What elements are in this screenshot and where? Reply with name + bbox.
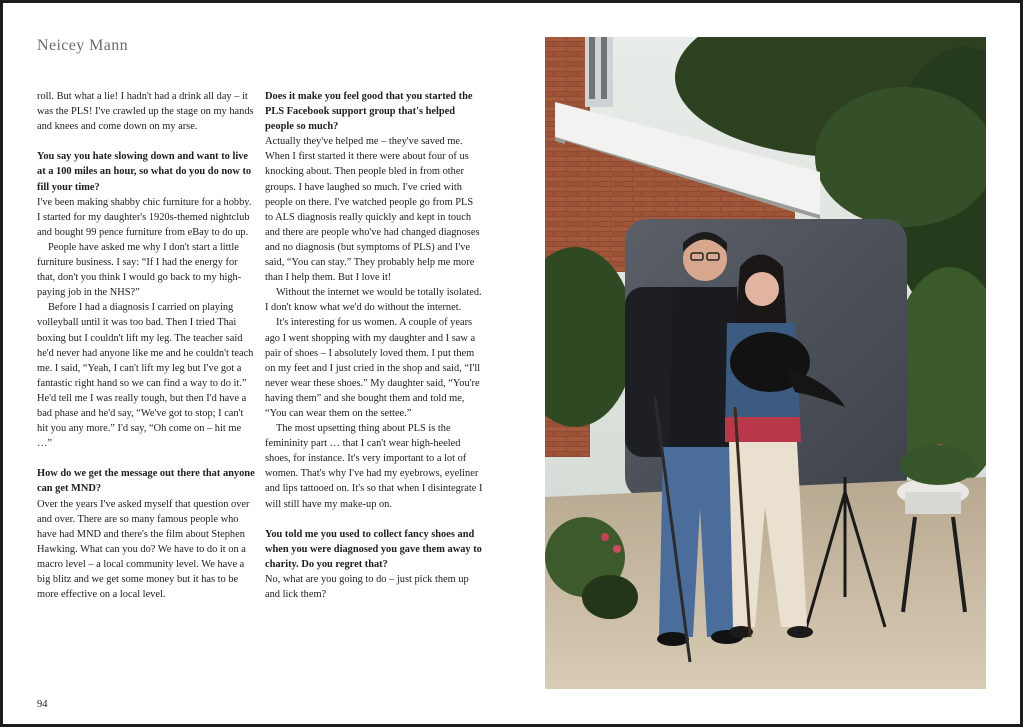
- body-paragraph: The most upsetting thing about PLS is the femininity part … that I can't wear high-heeled shoes, for instance. It's very important to a lot of women. That's why I've had my eyebrows, eyeliner and lips tattooed on. It's so that when I disintegrate I will still have my make-up on.: [265, 423, 483, 510]
- body-paragraph: roll. But what a lie! I hadn't had a drink all day – it was the PLS! I've crawled up the stage on my hands and knees and come down on my arse.: [37, 91, 254, 133]
- body-paragraph: I've been making shabby chic furniture for a hobby. I started for my daughter's 1920s-themed nightclub and bought 99 pence furniture from eBay to do up.: [37, 196, 252, 238]
- interview-question: How do we get the message out there that anyone can get MND?: [37, 468, 255, 495]
- body-paragraph: Actually they've helped me – they've saved me. When I first started it there were about four of us knocking about. Then people bled in from other groups. I have laughed so much. I've cried with people on there. I've watched people go from PLS to ALS diagnosis really quickly and kept in touch and there are people who've had changed diagnoses and no diagnosis (but symptoms of PLS) and I've said, “You can stay.” They probably help me more than I help them. But I love it!: [265, 136, 480, 284]
- article-column-1: [37, 89, 255, 602]
- body-paragraph: No, what are you going to do – just pick them up and lick them?: [265, 574, 469, 601]
- author-name: Neicey Mann: [37, 37, 129, 54]
- body-paragraph: Without the internet we would be totally isolated. I don't know what we'd do without the internet.: [265, 287, 482, 314]
- body-paragraph: People have asked me why I don't start a little furniture business. I say: “If I had the energy for that, don't you think I would go back to my high-paying job in the NHS?”: [37, 241, 242, 299]
- body-paragraph: Before I had a diagnosis I carried on playing volleyball until it was too bad. Then I tried Thai boxing but I couldn't lift my leg. The teacher said he'd never had anyone like me and he couldn't teach me. I said, “Yeah, I can't lift my leg but I've got a fantastic right hand so we can find a way to do it.” He'd tell me I was really tough, but then I'd have a bad phase and he'd say, “We've got to stop; I can't hit you any more.” I'd say, “Oh come on – hit me …”: [37, 302, 254, 450]
- page-number: 94: [37, 699, 48, 710]
- interview-question: Does it make you feel good that you started the PLS Facebook support group that's helped people so much?: [265, 91, 473, 133]
- article-column-2: [265, 89, 483, 602]
- portrait-photo: [545, 37, 986, 689]
- body-paragraph: Over the years I've asked myself that question over and over. There are so many famous people who have had MND and there's the film about Stephen Hawking. What can you do? We have to do it on a macro level – a local community level. We have a big blitz and we get some money but it has to be more effective on a local level.: [37, 498, 250, 601]
- paragraph-gap: [37, 134, 255, 149]
- magazine-page: [3, 3, 1020, 724]
- interview-question: You told me you used to collect fancy shoes and when you were diagnosed you gave them away to charity. Do you regret that?: [265, 528, 482, 570]
- paragraph-gap: [37, 451, 255, 466]
- body-paragraph: It's interesting for us women. A couple of years ago I went shopping with my daughter and I saw a pair of shoes – I absolutely loved them. I put them on my feet and I just cried in the shop and said, “I'll never wear these shoes.” My daughter said, “You're having them” and she bought them and told me, “You can wear them on the settee.”: [265, 317, 481, 419]
- paragraph-gap: [265, 512, 483, 527]
- interview-question: You say you hate slowing down and want to live at a 100 miles an hour, so what do you do now to fill your time?: [37, 151, 252, 193]
